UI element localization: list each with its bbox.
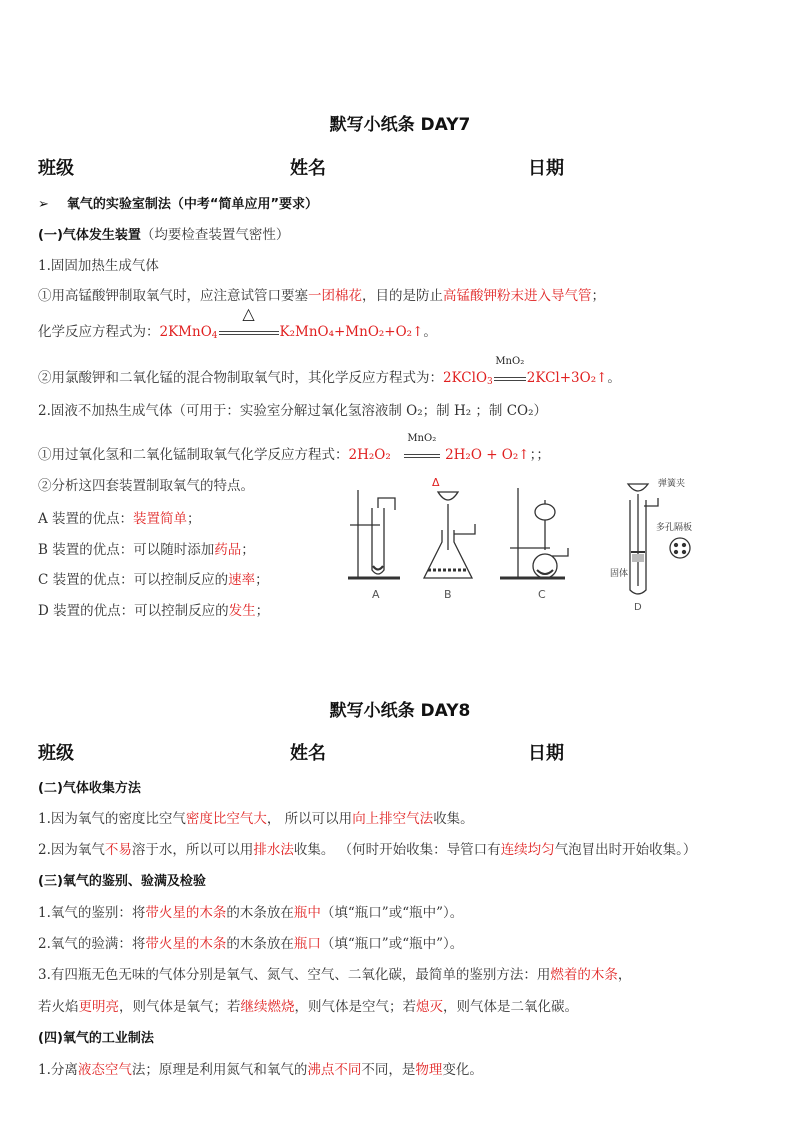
label-solid: 固体 bbox=[610, 569, 629, 579]
delta-mark: Δ bbox=[432, 476, 440, 489]
four-gases-line: 3.有四瓶无色无味的气体分别是氧气、氮气、空气、二氧化碳，最简单的鉴别方法：用燃着的木条， bbox=[38, 967, 632, 983]
kmno4-line: ①用高锰酸钾制取氧气时，应注意试管口要塞一团棉花，目的是防止高锰酸钾粉末进入导气管； bbox=[38, 288, 605, 304]
equation-1: 化学反应方程式为：2KMnO$_4$ △ K₂MnO₄+MnO₂+O₂↑。 bbox=[38, 304, 437, 341]
day8-title: 默写小纸条 DAY8 bbox=[329, 701, 471, 721]
analyze-line: ②分析这四套装置制取氧气的特点。 bbox=[38, 478, 254, 494]
apparatus-a bbox=[348, 490, 400, 601]
class-label-2: 班级 bbox=[38, 743, 74, 764]
label-a: A bbox=[372, 588, 380, 601]
date-label-2: 日期 bbox=[528, 743, 564, 764]
industrial-line: 1.分离液态空气法；原理是利用氮气和氧气的沸点不同不同，是物理变化。 bbox=[38, 1062, 483, 1078]
subheading-1: (一)气体发生装置（均要检查装置气密性） bbox=[38, 227, 290, 243]
d-advantage: D 装置的优点：可以控制反应的发生； bbox=[38, 603, 270, 619]
apparatus-diagram bbox=[340, 470, 720, 620]
collect-line-1: 1.因为氧气的密度比空气密度比空气大， 所以可以用向上排空气法收集。 bbox=[38, 811, 474, 827]
name-label-2: 姓名 bbox=[290, 743, 326, 764]
subheading-2: (二)气体收集方法 bbox=[38, 781, 141, 796]
heat-triangle-icon: △ bbox=[242, 304, 255, 323]
class-label: 班级 bbox=[38, 158, 74, 179]
equation-2: ②用氯酸钾和二氧化锰的混合物制取氧气时，其化学反应方程式为：2KClO$_3$ MnO₂ 2KCl+3O₂↑。 bbox=[38, 356, 621, 387]
label-spring-clip: 弹簧夹 bbox=[658, 479, 686, 489]
c-advantage: C 装置的优点：可以控制反应的速率； bbox=[38, 572, 269, 588]
item-2: 2.固液不加热生成气体（可用于：实验室分解过氧化氢溶液制 O₂；制 H₂ ；制 CO₂） bbox=[38, 403, 548, 419]
subheading-4: (四)氧气的工业制法 bbox=[38, 1031, 154, 1046]
apparatus-c bbox=[500, 488, 568, 601]
flame-result-line: 若火焰更明亮，则气体是氧气；若继续燃烧，则气体是空气；若熄灭，则气体是二氧化碳。 bbox=[38, 999, 578, 1015]
identify-line: 1.氧气的鉴别：将带火星的木条的木条放在瓶中（填“瓶口”或“瓶中”）。 bbox=[38, 905, 464, 921]
equation-3: ①用过氧化氢和二氧化锰制取氧气化学反应方程式：2H₂O₂ MnO₂ 2H₂O + O₂↑；； bbox=[38, 433, 550, 463]
apparatus-b bbox=[424, 476, 475, 601]
collect-line-2: 2.因为氧气不易溶于水，所以可以用排水法收集。 （何时开始收集：导管口有连续均匀气泡冒出时开始收集。） bbox=[38, 842, 697, 858]
section-heading: ➢ 氧气的实验室制法（中考“简单应用”要求） bbox=[38, 197, 318, 212]
apparatus-d bbox=[610, 477, 692, 613]
day7-title: 默写小纸条 DAY7 bbox=[329, 115, 471, 135]
date-label: 日期 bbox=[528, 158, 564, 179]
full-check-line: 2.氧气的验满：将带火星的木条的木条放在瓶口（填“瓶口”或“瓶中”）。 bbox=[38, 936, 464, 952]
item-1: 1.固固加热生成气体 bbox=[38, 258, 159, 274]
label-c: C bbox=[538, 588, 546, 601]
name-label: 姓名 bbox=[290, 158, 326, 179]
subheading-3: (三)氧气的鉴别、验满及检验 bbox=[38, 874, 206, 889]
b-advantage: B 装置的优点：可以随时添加药品； bbox=[38, 542, 255, 558]
label-d: D bbox=[634, 602, 642, 613]
a-advantage: A 装置的优点：装置简单； bbox=[38, 511, 201, 527]
arrow-bullet-icon: ➢ bbox=[38, 197, 49, 212]
label-porous-plate: 多孔隔板 bbox=[656, 523, 693, 533]
label-b: B bbox=[444, 588, 452, 601]
